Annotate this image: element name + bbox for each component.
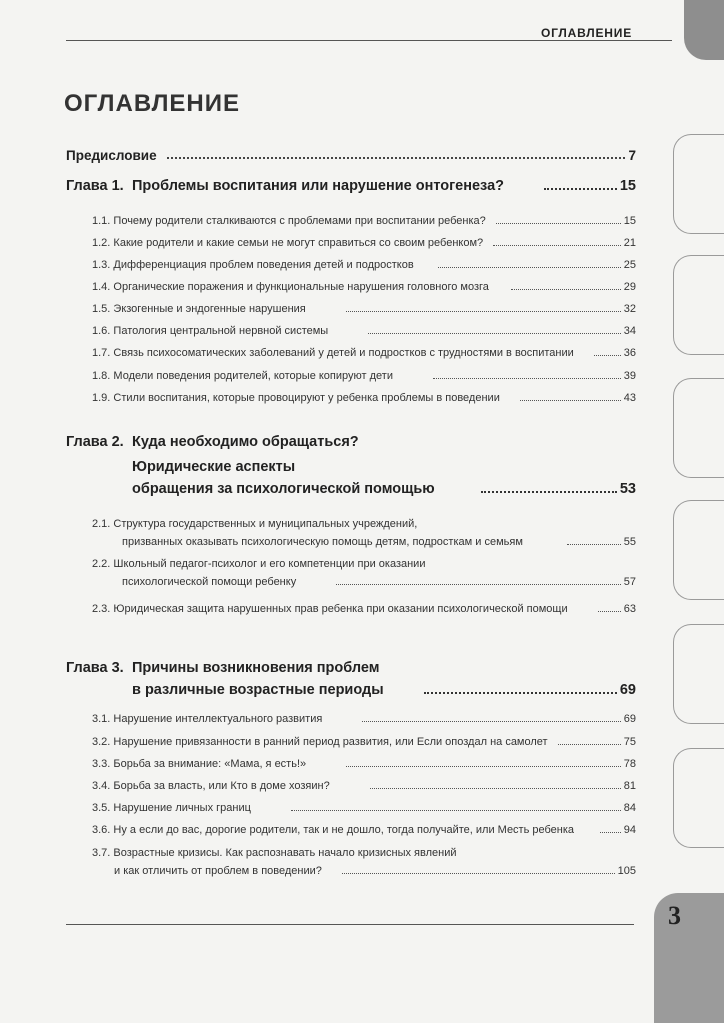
leader-dots [433, 377, 621, 379]
leader-dots [567, 543, 621, 545]
section-page: 36 [623, 347, 636, 359]
leader-dots [424, 691, 617, 694]
section-title: Почему родители сталкиваются с проблемами при воспитании ребенка? [113, 215, 486, 227]
section-title: Модели поведения родителей, которые копируют дети [113, 370, 393, 382]
section-number: 3.7. [92, 847, 111, 859]
page-number: 3 [668, 901, 681, 930]
section-number: 3.5. [92, 802, 111, 814]
section-number: 3.4. [92, 780, 111, 792]
section-title: Возрастные кризисы. Как распознавать начало кризисных явлений [113, 847, 457, 859]
section-page: 81 [623, 780, 636, 792]
toc-section-2-1-line-1[interactable] [92, 518, 417, 530]
leader-dots [438, 266, 621, 268]
leader-dots [496, 222, 621, 224]
section-page: 29 [623, 281, 636, 293]
chapter-title-line: обращения за психологической помощью [132, 481, 435, 497]
toc-section-2-1[interactable] [122, 536, 636, 548]
section-page: 21 [623, 237, 636, 249]
section-page: 94 [623, 824, 636, 836]
toc-section-1-7[interactable] [92, 347, 636, 359]
chapter-page: 15 [619, 178, 636, 194]
section-number: 1.6. [92, 325, 111, 337]
leader-dots [594, 354, 621, 356]
toc-chapter-2-line-1[interactable] [66, 434, 359, 450]
section-page: 75 [623, 736, 636, 748]
chapter-title-line: Юридические аспекты [132, 459, 296, 475]
leader-dots [346, 765, 621, 767]
section-number: 3.6. [92, 824, 111, 836]
side-tab [673, 500, 724, 600]
section-page: 105 [617, 865, 636, 877]
section-title: Нарушение привязанности в ранний период развития, или Если опоздал на самолет [113, 736, 548, 748]
toc-section-1-5[interactable] [92, 303, 636, 315]
page-title: ОГЛАВЛЕНИЕ [64, 90, 241, 117]
chapter-page: 53 [619, 481, 636, 497]
toc-section-3-7-line-1[interactable] [92, 847, 457, 859]
toc-section-1-9[interactable] [92, 392, 636, 404]
toc-section-1-2[interactable] [92, 237, 636, 249]
side-tab [673, 134, 724, 234]
section-title-line: и как отличить от проблем в поведении? [114, 865, 322, 877]
leader-dots [342, 872, 615, 874]
section-title: Борьба за внимание: «Мама, я есть!» [113, 758, 307, 770]
footer-rule [66, 924, 634, 925]
section-title: Экзогенные и эндогенные нарушения [113, 303, 306, 315]
toc-section-3-3[interactable] [92, 758, 636, 770]
section-number: 2.2. [92, 558, 111, 570]
leader-dots [511, 288, 621, 290]
leader-dots [481, 490, 617, 493]
toc-chapter-1[interactable] [66, 178, 636, 194]
section-number: 1.8. [92, 370, 111, 382]
section-page: 55 [623, 536, 636, 548]
section-page: 57 [623, 576, 636, 588]
section-number: 3.1. [92, 713, 111, 725]
section-number: 1.5. [92, 303, 111, 315]
section-title-line: психологической помощи ребенку [122, 576, 297, 588]
leader-dots [336, 583, 621, 585]
section-title: Ну а если до вас, дорогие родители, так и не дошло, тогда получайте, или Месть ребенка [113, 824, 575, 836]
toc-section-1-3[interactable] [92, 259, 636, 271]
section-number: 3.3. [92, 758, 111, 770]
section-number: 1.4. [92, 281, 111, 293]
toc-section-1-6[interactable] [92, 325, 636, 337]
toc-section-3-1[interactable] [92, 713, 636, 725]
section-page: 32 [623, 303, 636, 315]
section-number: 1.2. [92, 237, 111, 249]
toc-section-2-3[interactable] [92, 603, 636, 615]
section-number: 1.7. [92, 347, 111, 359]
chapter-title: Причины возникновения проблем [132, 660, 380, 676]
section-page: 39 [623, 370, 636, 382]
toc-section-1-1[interactable] [92, 215, 636, 227]
corner-tab [684, 0, 724, 60]
chapter-prefix: Глава 1. [66, 178, 124, 194]
chapter-title: Куда необходимо обращаться? [132, 434, 359, 450]
table-of-contents [66, 0, 636, 900]
section-page: 63 [623, 603, 636, 615]
toc-section-1-4[interactable] [92, 281, 636, 293]
section-title: Связь психосоматических заболеваний у детей и подростков с трудностями в воспитании [113, 347, 574, 359]
section-page: 25 [623, 259, 636, 271]
toc-chapter-3-line-1[interactable] [66, 660, 379, 676]
section-title: Нарушение личных границ [113, 802, 251, 814]
leader-dots [167, 156, 626, 159]
leader-dots [520, 399, 621, 401]
section-number: 2.1. [92, 518, 111, 530]
side-tab [673, 255, 724, 355]
leader-dots [493, 244, 621, 246]
section-title: Органические поражения и функциональные нарушения головного мозга [113, 281, 489, 293]
leader-dots [370, 787, 621, 789]
section-page: 43 [623, 392, 636, 404]
section-title: Структура государственных и муниципальных учреждений, [113, 518, 418, 530]
toc-section-2-2[interactable] [122, 576, 636, 588]
section-title-line: призванных оказывать психологическую помощь детям, подросткам и семьям [122, 536, 523, 548]
leader-dots [558, 743, 621, 745]
toc-section-2-2-line-1[interactable] [92, 558, 425, 570]
section-number: 1.3. [92, 259, 111, 271]
leader-dots [362, 720, 620, 722]
section-number: 1.9. [92, 392, 111, 404]
chapter-page: 69 [619, 682, 636, 698]
page-number-tab [654, 893, 724, 1023]
chapter-title-line: в различные возрастные периоды [132, 682, 384, 698]
toc-preface[interactable] [66, 148, 636, 163]
section-title: Стили воспитания, которые провоцируют у ребенка проблемы в поведении [113, 392, 500, 404]
section-page: 34 [623, 325, 636, 337]
side-tab [673, 624, 724, 724]
leader-dots [346, 310, 621, 312]
section-title: Патология центральной нервной системы [113, 325, 329, 337]
section-number: 3.2. [92, 736, 111, 748]
section-title: Дифференциация проблем поведения детей и подростков [113, 259, 414, 271]
preface-page: 7 [628, 148, 636, 163]
toc-section-3-7[interactable] [114, 865, 636, 877]
section-title: Нарушение интеллектуального развития [113, 713, 323, 725]
leader-dots [368, 332, 621, 334]
leader-dots [291, 809, 621, 811]
section-title: Какие родители и какие семьи не могут справиться со своим ребенком? [113, 237, 484, 249]
section-title: Борьба за власть, или Кто в доме хозяин? [113, 780, 330, 792]
leader-dots [544, 187, 617, 190]
section-number: 2.3. [92, 603, 111, 615]
side-tab [673, 378, 724, 478]
toc-section-3-6[interactable] [92, 824, 636, 836]
section-page: 15 [623, 215, 636, 227]
chapter-prefix: Глава 2. [66, 434, 124, 450]
side-tab [673, 748, 724, 848]
section-page: 78 [623, 758, 636, 770]
section-title: Школьный педагог-психолог и его компетенции при оказании [113, 558, 426, 570]
toc-chapter-2[interactable] [132, 481, 636, 497]
running-header: ОГЛАВЛЕНИЕ [540, 26, 632, 40]
toc-section-1-8[interactable] [92, 370, 636, 382]
toc-section-3-5[interactable] [92, 802, 636, 814]
chapter-title: Проблемы воспитания или нарушение онтогенеза? [132, 178, 504, 194]
section-number: 1.1. [92, 215, 111, 227]
leader-dots [598, 610, 621, 612]
leader-dots [600, 831, 621, 833]
section-page: 84 [623, 802, 636, 814]
section-page: 69 [623, 713, 636, 725]
chapter-prefix: Глава 3. [66, 660, 124, 676]
preface-label: Предисловие [66, 148, 157, 163]
section-title: Юридическая защита нарушенных прав ребенка при оказании психологической помощи [113, 603, 568, 615]
toc-section-3-2[interactable] [92, 736, 636, 748]
toc-chapter-3[interactable] [132, 682, 636, 698]
toc-section-3-4[interactable] [92, 780, 636, 792]
